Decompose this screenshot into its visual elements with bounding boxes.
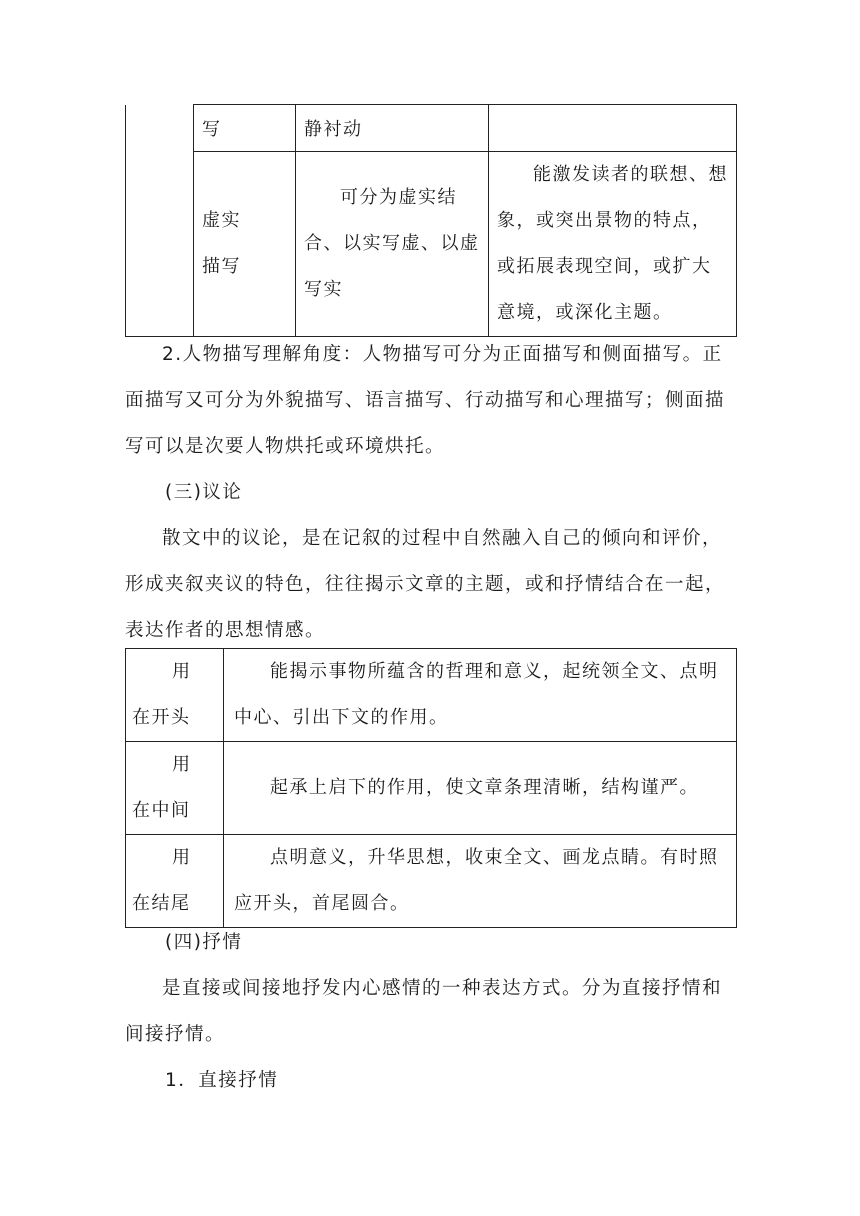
method-label: 虚实描写 (202, 210, 241, 277)
table-row (126, 105, 737, 152)
method-explain: 可分为虚实结合、以实写虚、以虚写实 (304, 187, 480, 300)
table-description-methods (125, 104, 737, 337)
table-row (126, 835, 737, 928)
position-label-line2: 在结尾 (132, 893, 191, 914)
method-effect: 能激发读者的联想、想象，或突出景物的特点，或拓展表现空间，或扩大意境，或深化主题。 (497, 164, 728, 323)
table-cell-function (224, 742, 737, 835)
table-cell-effect (489, 152, 737, 337)
position-label-line1: 用 (172, 754, 192, 775)
table-cell-explain (296, 152, 489, 337)
position-label-line2: 在中间 (132, 800, 191, 821)
table-cell-function (224, 649, 737, 742)
method-label: 写 (202, 119, 222, 140)
position-label-line1: 用 (172, 661, 192, 682)
table-cell-position (126, 835, 224, 928)
table-row (126, 152, 737, 337)
table-argument-positions (125, 648, 737, 928)
paragraph-character-description: 2.人物描写理解角度：人物描写可分为正面描写和侧面描写。正面描写又可分为外貌描写、语言描写、行动描写和心理描写；侧面描写可以是次要人物烘托或环境烘托。 (125, 344, 726, 457)
table-cell-effect (489, 105, 737, 152)
position-function: 能揭示事物所蕴含的哲理和意义，起统领全文、点明中心、引出下文的作用。 (234, 661, 719, 728)
section-heading-argument: (三)议论 (165, 482, 243, 503)
paragraph-lyric: 是直接或间接地抒发内心感情的一种表达方式。分为直接抒情和间接抒情。 (125, 978, 723, 1045)
table-cell-category (126, 105, 194, 337)
position-label-line1: 用 (172, 847, 192, 868)
table-cell-method (194, 152, 296, 337)
subheading-direct-lyric: 1．直接抒情 (165, 1070, 279, 1091)
position-label-line2: 在开头 (132, 707, 191, 728)
method-explain: 静衬动 (304, 119, 363, 140)
table-cell-position (126, 742, 224, 835)
table-cell-position (126, 649, 224, 742)
position-function: 起承上启下的作用，使文章条理清晰，结构谨严。 (270, 777, 699, 798)
section-heading-lyric: (四)抒情 (165, 932, 243, 953)
table-cell-method (194, 105, 296, 152)
position-function: 点明意义，升华思想，收束全文、画龙点睛。有时照应开头，首尾圆合。 (234, 847, 719, 914)
table-row (126, 649, 737, 742)
table-row (126, 742, 737, 835)
table-cell-explain (296, 105, 489, 152)
table-cell-function (224, 835, 737, 928)
paragraph-argument: 散文中的议论，是在记叙的过程中自然融入自己的倾向和评价，形成夹叙夹议的特色，往往揭示文章的主题，或和抒情结合在一起，表达作者的思想情感。 (125, 528, 726, 641)
